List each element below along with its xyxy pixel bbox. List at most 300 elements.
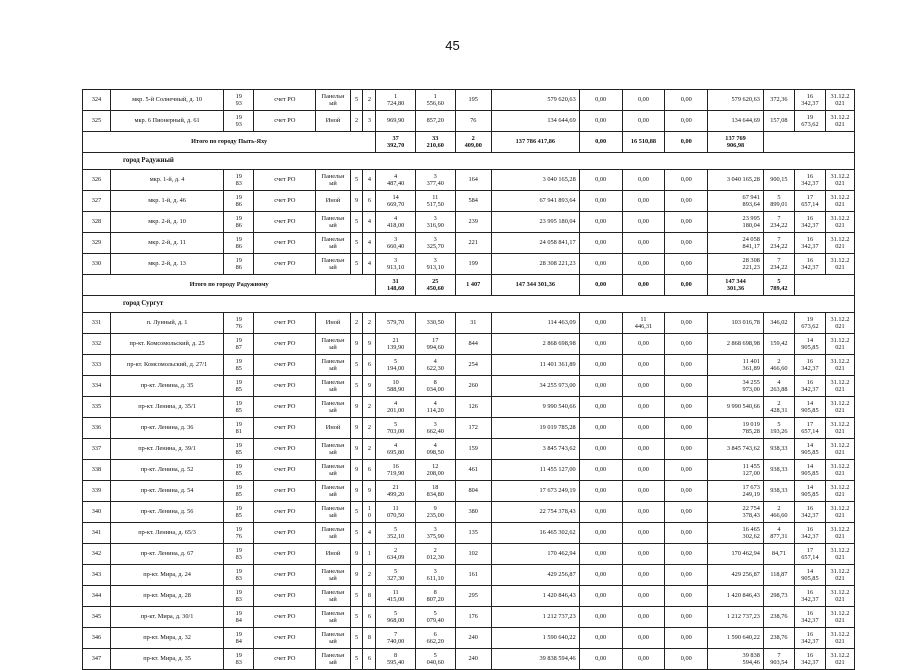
- table-cell: 0,00: [622, 481, 665, 502]
- table-cell: 9: [363, 334, 376, 355]
- table-cell: 10 588,90: [376, 376, 416, 397]
- table-cell: 11 401 361,89: [708, 355, 764, 376]
- table-cell: 221: [455, 233, 491, 254]
- table-cell: 170 462,94: [708, 544, 764, 565]
- table-cell: 5: [350, 355, 363, 376]
- table-cell: 330,50: [415, 313, 455, 334]
- table-cell: пр-кт. Ленина, д. 36: [110, 418, 223, 439]
- table-cell: 17 994,60: [415, 334, 455, 355]
- table-cell: 9 235,00: [415, 502, 455, 523]
- table-cell: 326: [83, 170, 111, 191]
- table-cell: 170 462,94: [491, 544, 579, 565]
- table-cell: 0,00: [622, 649, 665, 670]
- table-cell: счет РО: [254, 544, 316, 565]
- table-cell: 0,00: [665, 355, 708, 376]
- table-cell: 19 85: [224, 481, 254, 502]
- table-cell: 1 420 846,43: [708, 586, 764, 607]
- table-cell: п. Лунный, д. 1: [110, 313, 223, 334]
- table-cell: 3 845 743,62: [708, 439, 764, 460]
- total-cell: 5 789,42: [763, 275, 794, 296]
- table-cell: 2 466,60: [763, 502, 794, 523]
- table-cell: счет РО: [254, 523, 316, 544]
- table-cell: 0,00: [665, 191, 708, 212]
- table-cell: 31.12.2 021: [825, 523, 854, 544]
- total-cell: 0,00: [665, 132, 708, 153]
- table-cell: пр-кт. Ленина, д. 65/3: [110, 523, 223, 544]
- table-cell: 19 86: [224, 212, 254, 233]
- table-cell: 14 905,85: [794, 334, 825, 355]
- table-cell: 4 877,31: [763, 523, 794, 544]
- table-cell: 0,00: [665, 212, 708, 233]
- table-row: [83, 460, 855, 481]
- table-cell: Иной: [316, 313, 350, 334]
- table-cell: 5: [350, 586, 363, 607]
- table-cell: 31.12.2 021: [825, 439, 854, 460]
- table-cell: 8 034,00: [415, 376, 455, 397]
- table-cell: счет РО: [254, 355, 316, 376]
- table-cell: 2 466,60: [763, 355, 794, 376]
- table-cell: 14 669,70: [376, 191, 416, 212]
- table-cell: 17 657,14: [794, 191, 825, 212]
- table-cell: 900,15: [763, 170, 794, 191]
- table-cell: 1 556,60: [415, 90, 455, 111]
- table-cell: 344: [83, 586, 111, 607]
- table-cell: счет РО: [254, 565, 316, 586]
- table-cell: Панельн ый: [316, 334, 350, 355]
- table-cell: 0,00: [579, 254, 622, 275]
- table-cell: 6: [363, 191, 376, 212]
- table-cell: 0,00: [665, 233, 708, 254]
- table-cell: 16 342,37: [794, 170, 825, 191]
- table-cell: 8 807,20: [415, 586, 455, 607]
- table-row: [83, 233, 855, 254]
- table-cell: 1 724,80: [376, 90, 416, 111]
- table-row: [83, 502, 855, 523]
- table-cell: 19 93: [224, 111, 254, 132]
- table-cell: 19 76: [224, 313, 254, 334]
- table-cell: счет РО: [254, 397, 316, 418]
- table-cell: мкр. 2-й, д. 10: [110, 212, 223, 233]
- table-cell: 19 81: [224, 418, 254, 439]
- table-cell: 343: [83, 565, 111, 586]
- table-cell: 0,00: [622, 523, 665, 544]
- table-cell: 9: [350, 418, 363, 439]
- table-row: [83, 212, 855, 233]
- table-cell: счет РО: [254, 460, 316, 481]
- table-cell: счет РО: [254, 586, 316, 607]
- table-cell: Панельн ый: [316, 649, 350, 670]
- table-cell: 0,00: [622, 418, 665, 439]
- table-cell: 19 76: [224, 523, 254, 544]
- table-cell: 0,00: [665, 607, 708, 628]
- table-cell: 31.12.2 021: [825, 313, 854, 334]
- table-cell: 240: [455, 628, 491, 649]
- table-cell: 16 465 302,62: [491, 523, 579, 544]
- table-cell: 12 208,00: [415, 460, 455, 481]
- table-cell: 5 327,30: [376, 565, 416, 586]
- table-cell: Иной: [316, 111, 350, 132]
- table-cell: 1 212 737,23: [708, 607, 764, 628]
- table-cell: 0,00: [579, 376, 622, 397]
- table-row: [83, 544, 855, 565]
- table-cell: 7 234,22: [763, 212, 794, 233]
- table-cell: 4: [363, 523, 376, 544]
- table-cell: 1 0: [363, 502, 376, 523]
- table-cell: 16 342,37: [794, 523, 825, 544]
- table-cell: 339: [83, 481, 111, 502]
- total-cell: 0,00: [665, 275, 708, 296]
- table-cell: 31.12.2 021: [825, 586, 854, 607]
- table-cell: Панельн ый: [316, 586, 350, 607]
- table-cell: 22 754 378,43: [491, 502, 579, 523]
- table-cell: 857,20: [415, 111, 455, 132]
- table-cell: 804: [455, 481, 491, 502]
- table-cell: 31.12.2 021: [825, 544, 854, 565]
- table-cell: 19 019 785,28: [708, 418, 764, 439]
- table-cell: Панельн ый: [316, 523, 350, 544]
- table-cell: 28 308 221,23: [491, 254, 579, 275]
- table-cell: 0,00: [622, 544, 665, 565]
- table-cell: 19 86: [224, 254, 254, 275]
- table-cell: 11 415,00: [376, 586, 416, 607]
- table-cell: Иной: [316, 544, 350, 565]
- table-cell: 16 342,37: [794, 90, 825, 111]
- table-cell: 19 85: [224, 439, 254, 460]
- table-cell: счет РО: [254, 628, 316, 649]
- table-cell: 17 657,14: [794, 418, 825, 439]
- table-cell: 0,00: [579, 607, 622, 628]
- table-row: [83, 191, 855, 212]
- table-row: [83, 111, 855, 132]
- table-cell: 0,00: [579, 586, 622, 607]
- table-cell: 254: [455, 355, 491, 376]
- table-cell: 16 342,37: [794, 607, 825, 628]
- table-cell: счет РО: [254, 233, 316, 254]
- table-cell: 4: [363, 233, 376, 254]
- table-cell: 2 868 698,98: [491, 334, 579, 355]
- table-cell: 0,00: [665, 544, 708, 565]
- table-cell: счет РО: [254, 418, 316, 439]
- table-cell: 4 114,20: [415, 397, 455, 418]
- table-cell: 1: [363, 544, 376, 565]
- table-cell: пр-кт. Комсомольский, д. 27/1: [110, 355, 223, 376]
- table-cell: 0,00: [622, 254, 665, 275]
- table-cell: 102: [455, 544, 491, 565]
- table-cell: 0,00: [579, 313, 622, 334]
- table-cell: мкр. 2-й, д. 13: [110, 254, 223, 275]
- city-name: город Радужный: [83, 153, 855, 170]
- table-cell: 0,00: [622, 397, 665, 418]
- table-row: [83, 439, 855, 460]
- total-cell: 16 510,88: [622, 132, 665, 153]
- table-cell: 6: [363, 355, 376, 376]
- table-cell: 31.12.2 021: [825, 212, 854, 233]
- table-cell: 0,00: [579, 90, 622, 111]
- table-cell: 16 342,37: [794, 376, 825, 397]
- table-cell: счет РО: [254, 439, 316, 460]
- table-cell: Панельн ый: [316, 376, 350, 397]
- table-cell: 19 83: [224, 544, 254, 565]
- table-cell: 4 263,88: [763, 376, 794, 397]
- table-cell: пр-кт. Комсомольский, д. 25: [110, 334, 223, 355]
- table-cell: 9 990 540,66: [491, 397, 579, 418]
- table-cell: счет РО: [254, 376, 316, 397]
- city-name: город Сургут: [83, 296, 855, 313]
- table-cell: счет РО: [254, 607, 316, 628]
- table-cell: 118,87: [763, 565, 794, 586]
- total-cell: 25 450,60: [415, 275, 455, 296]
- table-cell: 5 193,26: [763, 418, 794, 439]
- total-cell: 33 210,60: [415, 132, 455, 153]
- table-cell: 3 913,10: [376, 254, 416, 275]
- table-row: [83, 90, 855, 111]
- table-cell: 0,00: [622, 502, 665, 523]
- table-cell: 9: [350, 439, 363, 460]
- table-cell: Панельн ый: [316, 233, 350, 254]
- table-cell: счет РО: [254, 90, 316, 111]
- total-label: Итого по городу Радужному: [83, 275, 376, 296]
- table-cell: 4: [363, 212, 376, 233]
- table-cell: 6: [363, 649, 376, 670]
- total-cell: 147 344 301,36: [491, 275, 579, 296]
- table-cell: 21 499,20: [376, 481, 416, 502]
- table-cell: 238,76: [763, 628, 794, 649]
- table-cell: 3 316,90: [415, 212, 455, 233]
- table-cell: 164: [455, 170, 491, 191]
- table-cell: 0,00: [665, 418, 708, 439]
- table-cell: 8: [363, 628, 376, 649]
- city-header-row: [83, 153, 855, 170]
- table-cell: 3 662,40: [415, 418, 455, 439]
- table-cell: Панельн ый: [316, 90, 350, 111]
- table-cell: 17 673 249,19: [491, 481, 579, 502]
- table-cell: 14 905,85: [794, 439, 825, 460]
- table-cell: 9: [350, 397, 363, 418]
- table-row: [83, 649, 855, 670]
- table-cell: 4: [363, 254, 376, 275]
- table-cell: 372,36: [763, 90, 794, 111]
- table-row: [83, 334, 855, 355]
- table-cell: 2: [363, 565, 376, 586]
- table-cell: 3 611,10: [415, 565, 455, 586]
- table-cell: пр-кт. Мира, д. 24: [110, 565, 223, 586]
- table-cell: 346,02: [763, 313, 794, 334]
- table-cell: 329: [83, 233, 111, 254]
- table-cell: 14 905,85: [794, 481, 825, 502]
- table-cell: 0,00: [579, 111, 622, 132]
- table-cell: 0,00: [622, 355, 665, 376]
- table-cell: 159: [455, 439, 491, 460]
- table-cell: Иной: [316, 191, 350, 212]
- table-cell: пр-кт. Мира, д. 35: [110, 649, 223, 670]
- table-cell: 31.12.2 021: [825, 397, 854, 418]
- table-cell: 461: [455, 460, 491, 481]
- table-cell: 336: [83, 418, 111, 439]
- table-cell: 11 517,50: [415, 191, 455, 212]
- table-cell: 16 719,90: [376, 460, 416, 481]
- table-cell: 4 622,30: [415, 355, 455, 376]
- total-cell: 137 786 417,86: [491, 132, 579, 153]
- table-cell: 16 342,37: [794, 502, 825, 523]
- table-cell: 1 590 640,22: [708, 628, 764, 649]
- table-cell: 429 256,87: [491, 565, 579, 586]
- table-cell: 0,00: [665, 628, 708, 649]
- table-cell: 31.12.2 021: [825, 565, 854, 586]
- table-cell: 11 455 127,00: [708, 460, 764, 481]
- table-cell: 3 375,90: [415, 523, 455, 544]
- table-cell: 176: [455, 607, 491, 628]
- table-cell: 24 058 841,17: [708, 233, 764, 254]
- table-cell: 135: [455, 523, 491, 544]
- table-cell: 28 308 221,23: [708, 254, 764, 275]
- table-cell: 8: [363, 586, 376, 607]
- table-cell: 9: [350, 191, 363, 212]
- table-cell: 24 058 841,17: [491, 233, 579, 254]
- table-cell: 0,00: [665, 111, 708, 132]
- table-cell: 19 85: [224, 460, 254, 481]
- table-cell: 7 234,22: [763, 233, 794, 254]
- table-cell: 0,00: [665, 523, 708, 544]
- table-cell: 19 85: [224, 502, 254, 523]
- table-row: [83, 170, 855, 191]
- table-cell: 338: [83, 460, 111, 481]
- table-cell: 0,00: [665, 439, 708, 460]
- table-cell: 14 905,85: [794, 565, 825, 586]
- table-cell: 0,00: [622, 607, 665, 628]
- capital-repair-table: [82, 89, 855, 670]
- table-cell: 5: [350, 376, 363, 397]
- table-cell: 0,00: [579, 233, 622, 254]
- table-cell: 330: [83, 254, 111, 275]
- table-cell: 0,00: [622, 90, 665, 111]
- table-cell: 2: [363, 90, 376, 111]
- table-cell: 0,00: [579, 544, 622, 565]
- total-row: [83, 275, 855, 296]
- total-cell: 31 148,60: [376, 275, 416, 296]
- total-cell: 0,00: [579, 275, 622, 296]
- table-cell: 5: [350, 502, 363, 523]
- table-cell: 579 620,63: [708, 90, 764, 111]
- table-cell: 2: [363, 313, 376, 334]
- table-cell: пр-кт. Ленина, д. 56: [110, 502, 223, 523]
- table-cell: 9: [350, 544, 363, 565]
- table-cell: Панельн ый: [316, 439, 350, 460]
- table-cell: 1 212 737,23: [491, 607, 579, 628]
- table-cell: мкр. 1-й, д. 46: [110, 191, 223, 212]
- table-cell: 0,00: [579, 481, 622, 502]
- table-cell: 0,00: [665, 90, 708, 111]
- table-cell: 0,00: [579, 439, 622, 460]
- table-cell: 0,00: [622, 586, 665, 607]
- table-cell: 19 83: [224, 170, 254, 191]
- table-cell: 16 342,37: [794, 233, 825, 254]
- table-cell: 11 446,31: [622, 313, 665, 334]
- table-cell: 5 968,00: [376, 607, 416, 628]
- table-cell: 5: [350, 649, 363, 670]
- table-cell: 0,00: [665, 502, 708, 523]
- table-cell: 2: [363, 439, 376, 460]
- table-cell: 7 903,54: [763, 649, 794, 670]
- table-cell: 16 342,37: [794, 254, 825, 275]
- table-cell: 341: [83, 523, 111, 544]
- table-cell: 31.12.2 021: [825, 376, 854, 397]
- table-cell: пр-кт. Ленина, д. 67: [110, 544, 223, 565]
- table-cell: 9 990 540,66: [708, 397, 764, 418]
- table-cell: 333: [83, 355, 111, 376]
- table-cell: мкр. 2-й, д. 11: [110, 233, 223, 254]
- table-cell: 0,00: [622, 111, 665, 132]
- table-cell: 9: [350, 460, 363, 481]
- table-cell: 0,00: [579, 565, 622, 586]
- total-cell: 37 392,70: [376, 132, 416, 153]
- table-cell: 347: [83, 649, 111, 670]
- table-cell: 0,00: [665, 565, 708, 586]
- table-row: [83, 376, 855, 397]
- table-cell: 380: [455, 502, 491, 523]
- table-cell: 9: [350, 565, 363, 586]
- table-cell: счет РО: [254, 334, 316, 355]
- table-cell: 0,00: [579, 418, 622, 439]
- table-cell: мкр. 1-й, д. 4: [110, 170, 223, 191]
- total-label: Итого по городу Пыть-Яху: [83, 132, 376, 153]
- table-cell: пр-кт. Мира, д. 32: [110, 628, 223, 649]
- table-cell: 328: [83, 212, 111, 233]
- table-cell: Панельн ый: [316, 254, 350, 275]
- table-cell: 31.12.2 021: [825, 418, 854, 439]
- table-cell: Панельн ый: [316, 397, 350, 418]
- table-cell: 134 644,69: [491, 111, 579, 132]
- table-cell: 159,42: [763, 334, 794, 355]
- table-cell: 19 93: [224, 90, 254, 111]
- table-cell: счет РО: [254, 481, 316, 502]
- table-cell: 16 342,37: [794, 355, 825, 376]
- table-cell: 239: [455, 212, 491, 233]
- page-number: 45: [445, 38, 460, 53]
- table-cell: 6 662,20: [415, 628, 455, 649]
- table-cell: 16 342,37: [794, 212, 825, 233]
- table-cell: 1 420 846,43: [491, 586, 579, 607]
- total-row: [83, 132, 855, 153]
- table-cell: 3 040 165,28: [708, 170, 764, 191]
- table-cell: 19 83: [224, 565, 254, 586]
- table-cell: 5: [350, 212, 363, 233]
- table-cell: 3: [363, 111, 376, 132]
- table-cell: 5: [350, 90, 363, 111]
- table-cell: 0,00: [622, 170, 665, 191]
- table-cell: 335: [83, 397, 111, 418]
- table-cell: 2: [350, 313, 363, 334]
- table-cell: 331: [83, 313, 111, 334]
- table-cell: 31.12.2 021: [825, 254, 854, 275]
- table-cell: 0,00: [579, 523, 622, 544]
- table-cell: 238,76: [763, 607, 794, 628]
- table-cell: 3 845 743,62: [491, 439, 579, 460]
- table-cell: 31.12.2 021: [825, 460, 854, 481]
- table-row: [83, 607, 855, 628]
- table-cell: 19 673,62: [794, 111, 825, 132]
- table-cell: 337: [83, 439, 111, 460]
- table-cell: 31.12.2 021: [825, 649, 854, 670]
- table-cell: 346: [83, 628, 111, 649]
- table-cell: 9: [363, 481, 376, 502]
- table-cell: 5 899,01: [763, 191, 794, 212]
- table-cell: 5 040,60: [415, 649, 455, 670]
- total-cell: 1 407: [455, 275, 491, 296]
- table-cell: 2 868 698,98: [708, 334, 764, 355]
- table-cell: 126: [455, 397, 491, 418]
- table-cell: счет РО: [254, 212, 316, 233]
- table-cell: 0,00: [665, 313, 708, 334]
